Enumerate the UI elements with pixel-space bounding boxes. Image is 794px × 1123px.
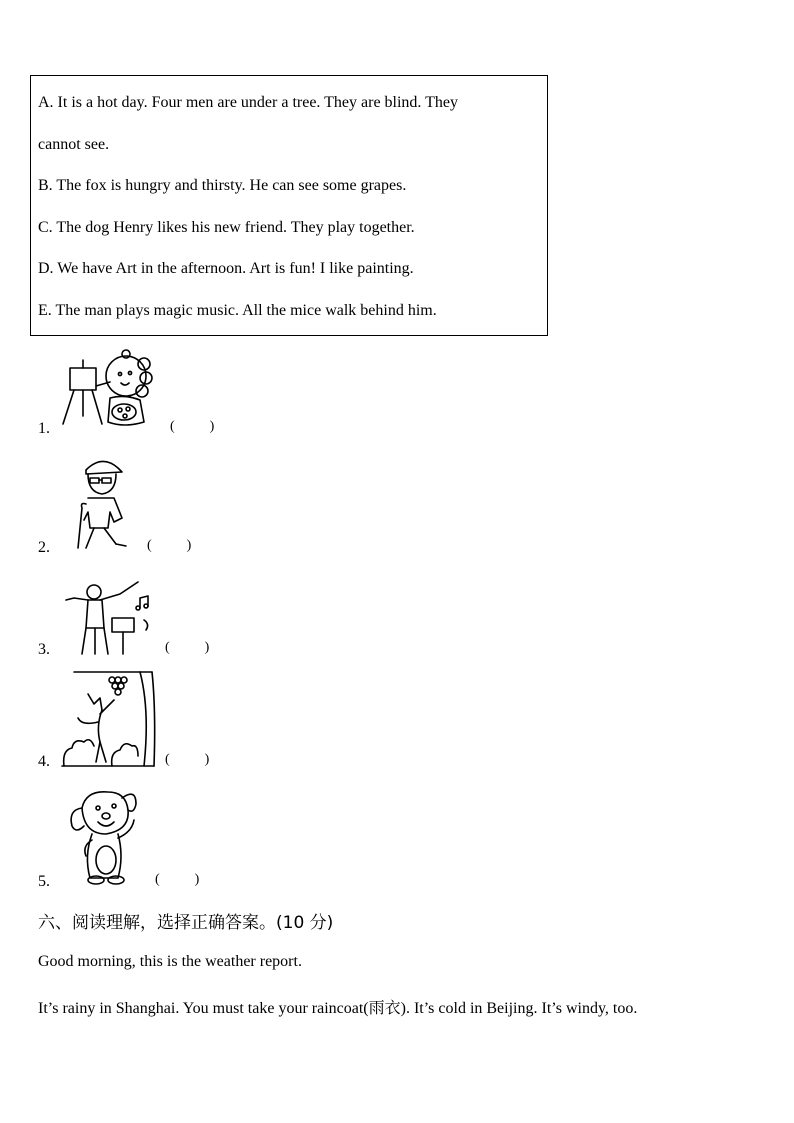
question-3-blank[interactable]: ( )	[165, 640, 210, 655]
question-2-blank[interactable]: ( )	[147, 538, 192, 553]
girl-painting-icon	[58, 346, 166, 430]
passage-line-1: Good morning, this is the weather report.	[38, 953, 302, 970]
option-c: C. The dog Henry likes his new friend. They play together.	[38, 219, 415, 236]
dog-icon	[66, 786, 142, 888]
option-e: E. The man plays magic music. All the mice walk behind him.	[38, 302, 437, 319]
question-4-blank[interactable]: ( )	[165, 752, 210, 767]
option-d: D. We have Art in the afternoon. Art is fun! I like painting.	[38, 260, 414, 277]
question-5-blank[interactable]: ( )	[155, 872, 200, 887]
question-3-number: 3.	[38, 641, 50, 658]
options-box	[30, 75, 548, 336]
option-a-line2: cannot see.	[38, 136, 110, 153]
question-1-number: 1.	[38, 420, 50, 437]
option-a-line1: A. It is a hot day. Four men are under a tree. They are blind. They	[38, 94, 459, 111]
question-5-number: 5.	[38, 873, 50, 890]
passage-line-2: It’s rainy in Shanghai. You must take your raincoat(雨衣). It’s cold in Beijing. It’s windy, too.	[38, 1000, 638, 1017]
conductor-icon	[62, 578, 154, 656]
section-title: 六、阅读理解，选择正确答案。(10 分)	[38, 913, 334, 933]
question-2-number: 2.	[38, 539, 50, 556]
question-1-blank[interactable]: ( )	[170, 419, 215, 434]
blind-man-icon	[74, 452, 134, 552]
fox-grapes-icon	[60, 670, 156, 768]
question-4-number: 4.	[38, 753, 50, 770]
option-b: B. The fox is hungry and thirsty. He can see some grapes.	[38, 177, 407, 194]
